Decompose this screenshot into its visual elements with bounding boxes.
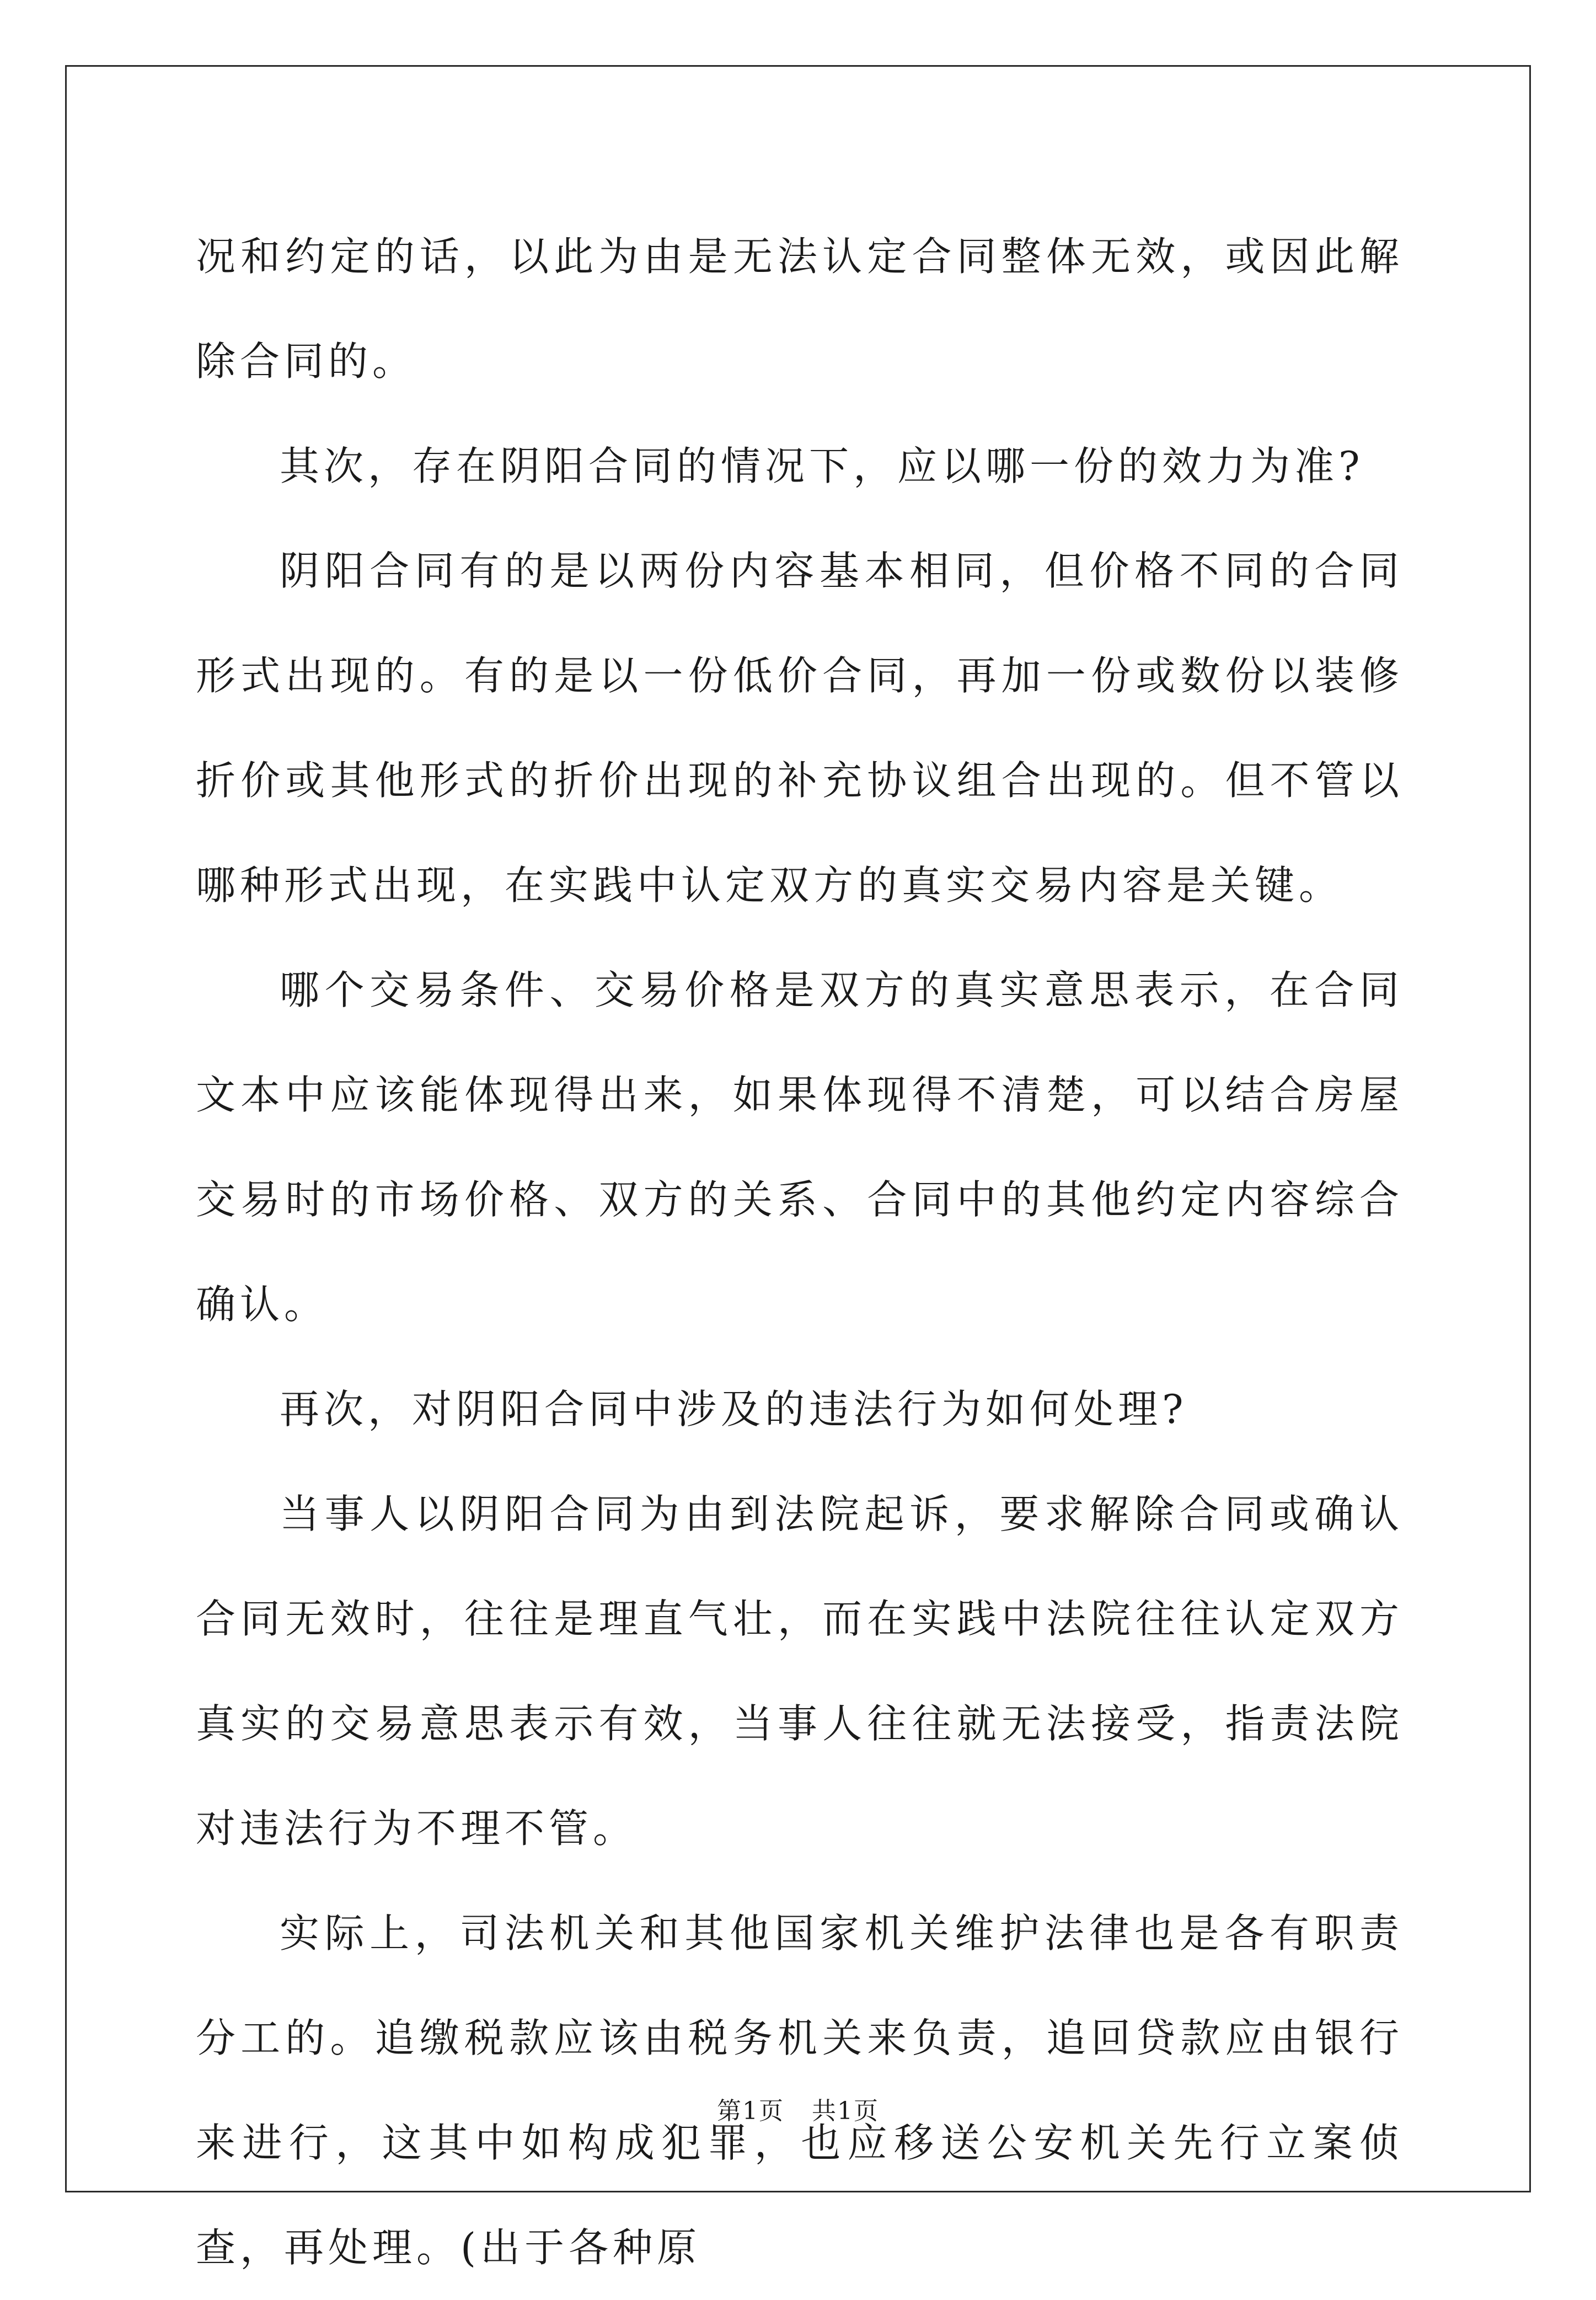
paragraph-7: 实际上，司法机关和其他国家机关维护法律也是各有职责分工的。追缴税款应该由税务机关来负责，追回贷款应由银行来进行，这其中如构成犯罪，也应移送公安机关先行立案侦查，再处理。(出于各种原	[196, 1910, 1404, 2271]
page-total: 共1页	[812, 2097, 879, 2125]
document-body	[196, 204, 1404, 2300]
paragraph-5: 再次，对阴阳合同中涉及的违法行为如何处理?	[280, 1386, 1188, 1432]
paragraph-3: 阴阳合同有的是以两份内容基本相同，但价格不同的合同形式出现的。有的是以一份低价合同，再加一份或数份以装修折价或其他形式的折价出现的补充协议组合出现的。但不管以哪种形式出现，在实践中认定双方的真实交易内容是关键。	[196, 548, 1404, 908]
page-number: 第1页	[717, 2097, 784, 2125]
page-footer	[0, 2095, 1596, 2128]
paragraph-6: 当事人以阴阳合同为由到法院起诉，要求解除合同或确认合同无效时，往往是理直气壮，而在实践中法院往往认定双方真实的交易意思表示有效，当事人往往就无法接受，指责法院对违法行为不理不管。	[196, 1491, 1404, 1852]
paragraph-4: 哪个交易条件、交易价格是双方的真实意思表示，在合同文本中应该能体现得出来，如果体现得不清楚，可以结合房屋交易时的市场价格、双方的关系、合同中的其他约定内容综合确认。	[196, 967, 1404, 1328]
paragraph-1: 况和约定的话，以此为由是无法认定合同整体无效，或因此解除合同的。	[196, 233, 1404, 384]
paragraph-2: 其次，存在阴阳合同的情况下，应以哪一份的效力为准?	[280, 443, 1364, 489]
